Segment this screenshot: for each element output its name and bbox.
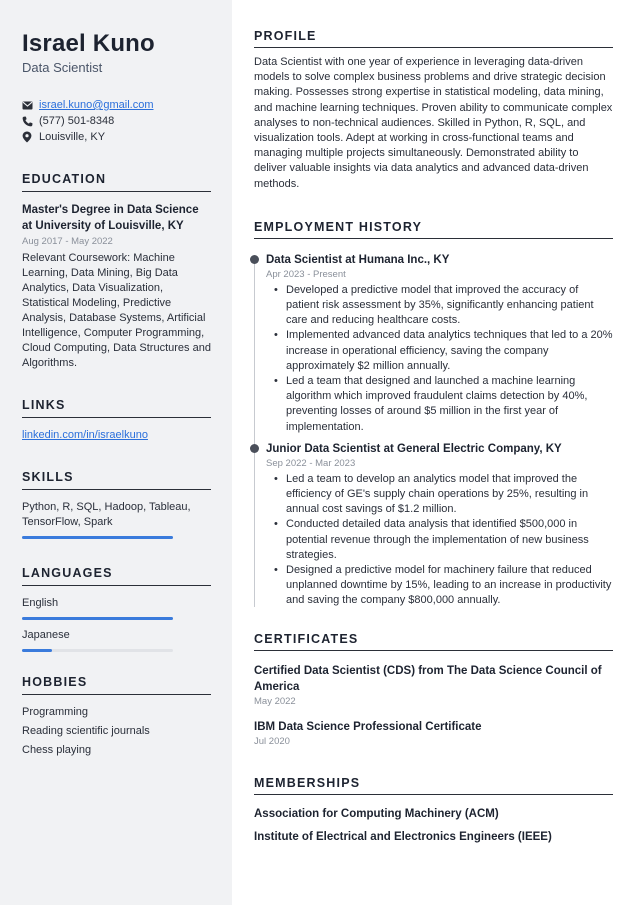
contact-phone [22, 113, 211, 129]
language-level-bar [22, 649, 173, 652]
job-dates: Apr 2023 - Present [266, 268, 346, 280]
timeline-dot [250, 255, 259, 264]
certificate-name: IBM Data Science Professional Certificate [254, 720, 482, 733]
job-entry [266, 441, 613, 609]
languages-section [22, 565, 211, 652]
hobby-item: Programming [22, 706, 89, 718]
job-dates: Sep 2022 - Mar 2023 [266, 457, 356, 469]
employment-timeline [254, 252, 613, 609]
timeline-line [254, 258, 255, 607]
contact-email [22, 97, 211, 113]
email-link[interactable]: israel.kuno@gmail.com [39, 99, 154, 111]
certificate-date: Jul 2020 [254, 735, 290, 747]
certificate-item [254, 663, 613, 709]
skill-level-bar [22, 536, 173, 539]
profile-text: Data Scientist with one year of experience in leveraging data-driven models to solve complex business problems and drive strategic decision making. Possesses strong expertise in statistical modeling, data mining, and machine learning techniques. Proven ability to communicate complex analyses to non-technical audiences. Skilled in Python, R, SQL, and visualization tools. Adept at working in cross-functional teams and managing multiple projects simultaneously. Demonstrated ability to deliver valuable insights via data analytics and advanced data-driven methods. [254, 56, 613, 190]
memberships-section [254, 775, 613, 845]
skill-level-fill [22, 536, 173, 539]
language-name: Japanese [22, 629, 70, 641]
employment-heading: EMPLOYMENT HISTORY [254, 219, 613, 239]
map-pin-icon [22, 131, 39, 143]
language-item [22, 628, 211, 652]
job-bullet: • Conducted detailed data analysis that identified $500,000 in potential revenue through the implementation of new business strategies. [286, 517, 613, 563]
main-content [232, 0, 640, 905]
certificate-name: Certified Data Scientist (CDS) from The Data Science Council of America [254, 664, 602, 693]
phone-icon [22, 116, 39, 127]
timeline-dot [250, 444, 259, 453]
contact-list [22, 97, 211, 145]
hobbies-section [22, 674, 211, 760]
language-level-bar [22, 617, 173, 620]
education-dates: Aug 2017 - May 2022 [22, 236, 113, 247]
language-level-fill [22, 617, 173, 620]
hobby-item: Reading scientific journals [22, 725, 150, 737]
links-heading: LINKS [22, 397, 211, 418]
job-bullet: • Led a team that designed and launched a machine learning algorithm which improved fraudulent claims detection by 40%, preventing losses of around $5 million in the first year of implementation. [286, 374, 613, 435]
language-name: English [22, 597, 59, 609]
job-role: Data Scientist at Humana Inc., KY [266, 253, 450, 266]
linkedin-link[interactable]: linkedin.com/in/israelkuno [22, 429, 148, 441]
skills-heading: SKILLS [22, 469, 211, 490]
skills-section [22, 469, 211, 539]
location-text: Louisville, KY [39, 131, 106, 143]
language-level-fill [22, 649, 52, 652]
skills-text: Python, R, SQL, Hadoop, Tableau, TensorFlow, Spark [22, 501, 191, 528]
sidebar [0, 0, 232, 905]
education-heading: EDUCATION [22, 171, 211, 192]
hobby-item: Chess playing [22, 744, 92, 756]
job-role: Junior Data Scientist at General Electric Company, KY [266, 442, 562, 455]
membership-item: Association for Computing Machinery (ACM) [254, 807, 499, 820]
candidate-title: Data Scientist [22, 60, 103, 75]
hobbies-heading: HOBBIES [22, 674, 211, 695]
education-description: Relevant Coursework: Machine Learning, Data Mining, Big Data Analytics, Data Visualization, Statistical Modeling, Predictive Analysis, Database Systems, Artificial Intelligence, Computer Programming, Cloud Computing, Data Structures and Algorithms. [22, 252, 211, 369]
languages-heading: LANGUAGES [22, 565, 211, 586]
candidate-name: Israel Kuno [22, 30, 155, 57]
employment-section [254, 219, 613, 609]
job-bullets [266, 472, 613, 609]
job-bullet: • Led a team to develop an analytics model that improved the efficiency of GE's supply chain operations by 25%, resulting in annual cost savings of $1.2 million. [286, 472, 613, 518]
profile-section [254, 28, 613, 192]
profile-heading: PROFILE [254, 28, 613, 48]
certificates-section [254, 631, 613, 749]
certificate-item [254, 719, 613, 749]
certificate-date: May 2022 [254, 695, 296, 707]
certificates-heading: CERTIFICATES [254, 631, 613, 651]
job-bullet: • Implemented advanced data analytics techniques that led to a 20% increase in operational efficiency, saving the company approximately $2 million annually. [286, 328, 613, 374]
job-bullet: • Designed a predictive model for machinery failure that reduced unplanned downtime by 15%, leading to an increase in productivity and saving the company $800,000 annually. [286, 563, 613, 609]
education-section [22, 171, 211, 371]
job-bullets [266, 283, 613, 435]
envelope-icon [22, 101, 39, 110]
contact-location [22, 129, 211, 145]
membership-item: Institute of Electrical and Electronics Engineers (IEEE) [254, 830, 552, 843]
language-item [22, 596, 211, 620]
links-section [22, 397, 211, 443]
education-degree: Master's Degree in Data Science at University of Louisville, KY [22, 204, 199, 232]
phone-number: (577) 501-8348 [39, 115, 115, 127]
memberships-heading: MEMBERSHIPS [254, 775, 613, 795]
job-entry [266, 252, 613, 435]
job-bullet: • Developed a predictive model that improved the accuracy of patient risk assessment by 35%, significantly enhancing patient care and reducing healthcare costs. [286, 283, 613, 329]
